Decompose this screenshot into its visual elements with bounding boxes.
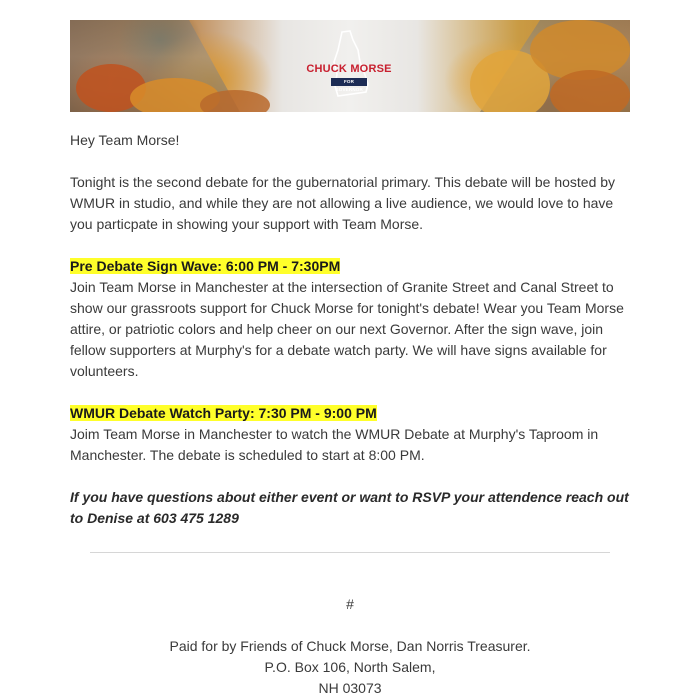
- message-content: [70, 130, 636, 529]
- logo-name: CHUCK MORSE: [306, 63, 392, 75]
- footer-hash: #: [346, 596, 354, 612]
- campaign-logo: [304, 26, 394, 106]
- event-description: Joim Team Morse in Manchester to watch the WMUR Debate at Murphy's Taproom in Manchester. The debate is scheduled to start at 8:00 PM.: [70, 426, 599, 463]
- header-banner: [70, 20, 630, 112]
- greeting: Hey Team Morse!: [70, 132, 180, 148]
- banner-foliage: [200, 90, 270, 112]
- logo-tagline: FOR GOVERNOR: [331, 78, 367, 86]
- intro-paragraph: Tonight is the second debate for the gubernatorial primary. This debate will be hosted by WMUR in studio, and while they are not allowing a live audience, we would love to have you particpate in showing your support with Team Morse.: [70, 174, 616, 232]
- banner-foliage: [550, 70, 630, 112]
- divider: [90, 552, 610, 553]
- address-line-2: NH 03073: [318, 680, 382, 696]
- event-description: Join Team Morse in Manchester at the intersection of Granite Street and Canal Street to show our grassroots support for Chuck Morse for tonight's debate! Wear you Team Morse attire, or patriotic colors and help cheer on our next Governor. After the sign wave, join fellow supporters at Murphy's for a debate watch party. We will have signs available for volunteers.: [70, 279, 624, 379]
- paid-for-disclaimer: Paid for by Friends of Chuck Morse, Dan Norris Treasurer.: [169, 638, 531, 654]
- footer: [0, 594, 700, 699]
- address-line-1: P.O. Box 106, North Salem,: [264, 659, 436, 675]
- event-sign-wave: [70, 256, 636, 382]
- event-watch-party: [70, 403, 636, 466]
- rsvp-note: If you have questions about either event or want to RSVP your attendence reach out to Denise at 603 475 1289: [70, 489, 629, 526]
- event-heading: Pre Debate Sign Wave: 6:00 PM - 7:30PM: [70, 258, 341, 274]
- event-heading: WMUR Debate Watch Party: 7:30 PM - 9:00 PM: [70, 405, 377, 421]
